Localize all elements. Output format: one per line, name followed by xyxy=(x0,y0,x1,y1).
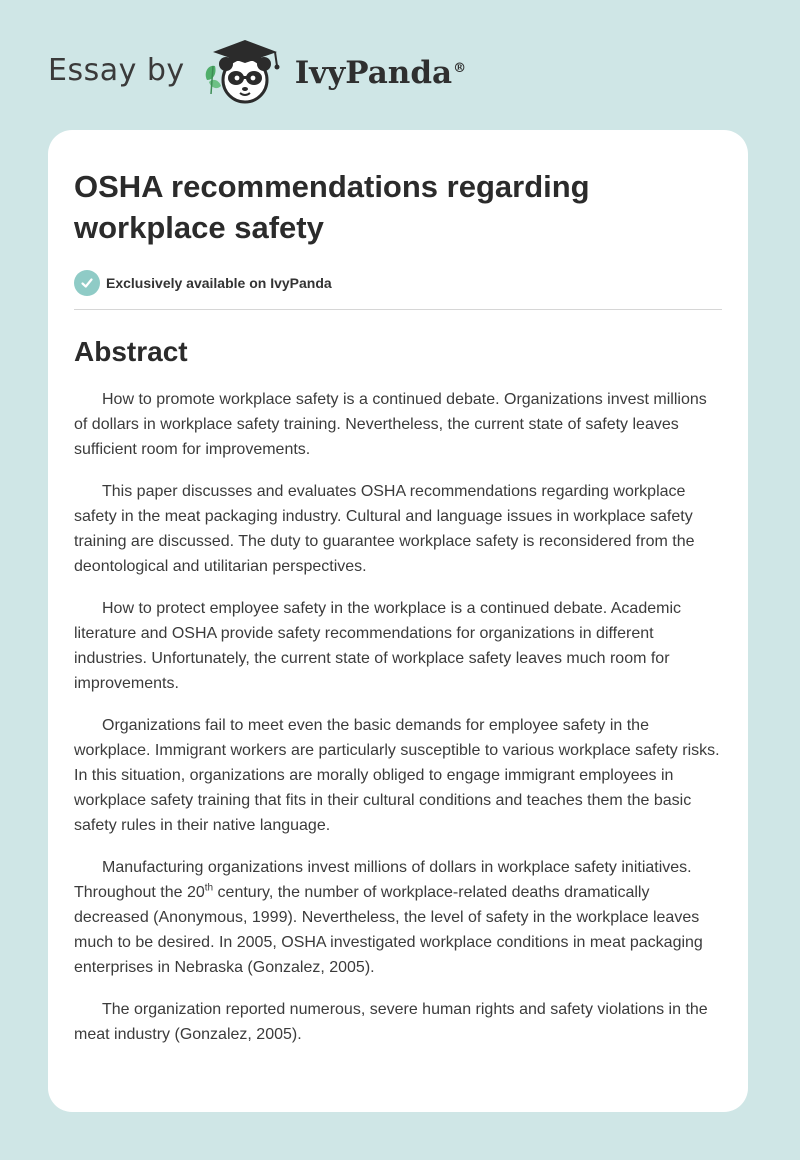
essay-body xyxy=(74,387,722,1047)
registered-mark: ® xyxy=(453,60,467,76)
paragraph: The organization reported numerous, severe human rights and safety violations in the meat industry (Gonzalez, 2005). xyxy=(74,1001,708,1043)
paragraph-text: Manufacturing organizations invest millions of dollars in workplace safety initiatives. Throughout the 20 xyxy=(74,859,692,901)
exclusive-badge xyxy=(74,269,722,297)
panda-mascot-icon xyxy=(199,36,291,108)
brand-name-text: IvyPanda xyxy=(294,55,453,91)
section-heading: Abstract xyxy=(74,336,188,367)
exclusive-label: Exclusively available on IvyPanda xyxy=(106,275,332,291)
paragraph: How to promote workplace safety is a continued debate. Organizations invest millions of dollars in workplace safety training. Nevertheless, the current state of safety leaves sufficient room for improvements. xyxy=(74,391,707,458)
paragraph-text: century, the number of workplace-related deaths dramatically decreased (Anonymous, 1999). Nevertheless, the level of safety in the workplace leaves much to be desired. In 2005, OSHA investigated workplace conditions in meat packaging enterprises in Nebraska (Gonzalez, 2005). xyxy=(74,884,703,976)
paragraph: This paper discusses and evaluates OSHA recommendations regarding workplace safety in the meat packaging industry. Cultural and language issues in workplace safety training are discussed. The duty to guarantee workplace safety is reconsidered from the deontological and utilitarian perspectives. xyxy=(74,483,695,575)
paragraph: Organizations fail to meet even the basic demands for employee safety in the workplace. Immigrant workers are particularly susceptible to various workplace safety risks. In this situation, organizations are morally obliged to engage immigrant employees in workplace safety training that fits in their cultural conditions and teaches them the basic safety rules in their native language. xyxy=(74,717,720,834)
paragraph xyxy=(74,855,722,980)
checkmark-icon xyxy=(74,270,100,296)
brand-logo[interactable] xyxy=(48,36,466,108)
brand-prefix: Essay by xyxy=(48,52,185,88)
brand-name xyxy=(295,55,466,91)
ordinal-suffix: th xyxy=(204,882,214,894)
essay-card xyxy=(48,130,748,1112)
divider xyxy=(74,309,722,310)
paragraph: How to protect employee safety in the workplace is a continued debate. Academic literature and OSHA provide safety recommendations for organizations in different industries. Unfortunately, the current state of workplace safety leaves much room for improvements. xyxy=(74,600,681,692)
essay-title: OSHA recommendations regarding workplace safety xyxy=(74,169,590,245)
